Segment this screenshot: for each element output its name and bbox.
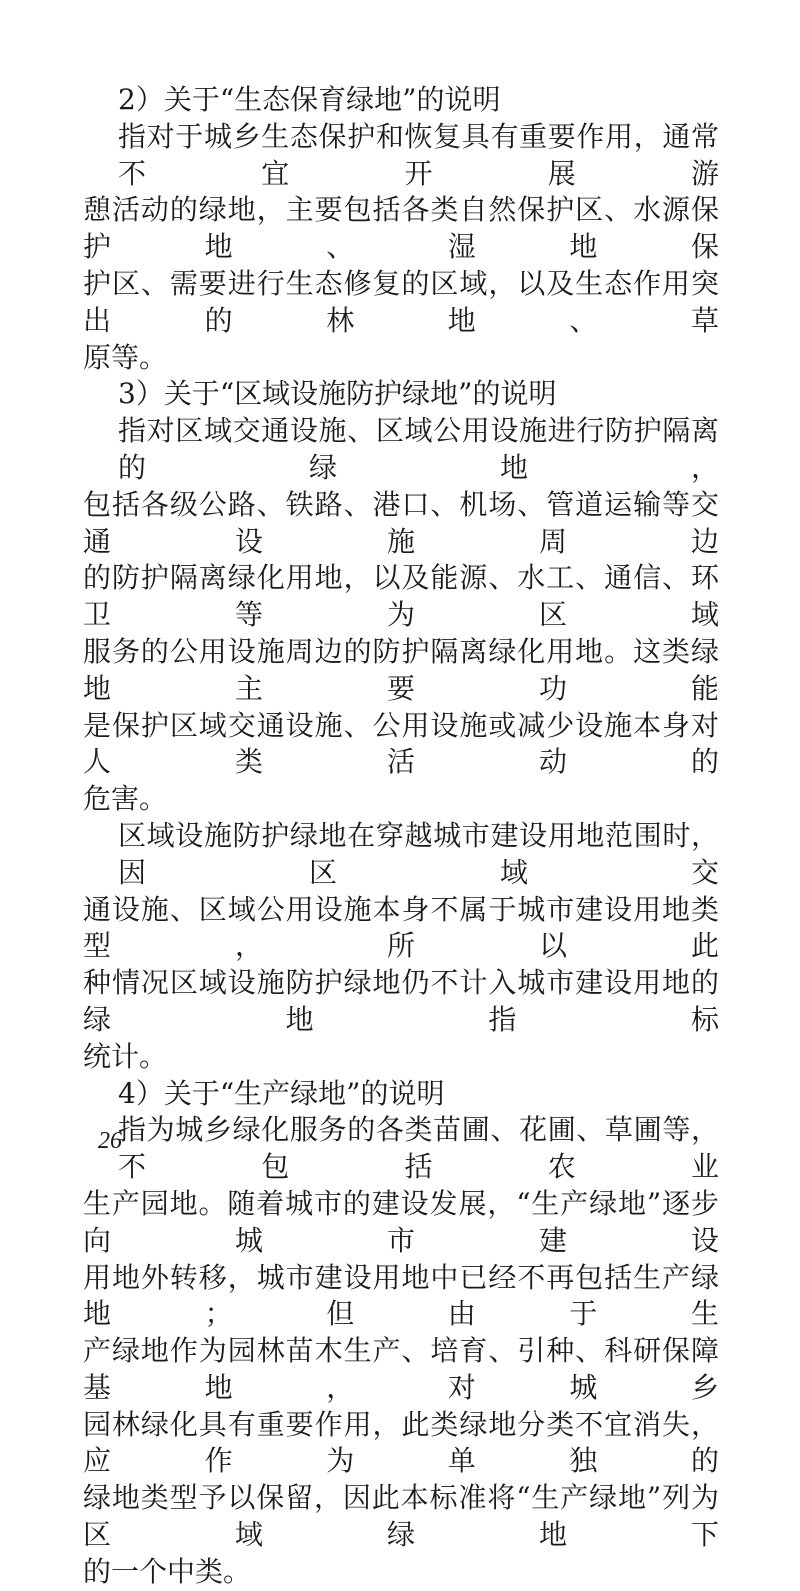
text-line: 统计。 (83, 1039, 168, 1073)
section-heading: 3）关于“区域设施防护绿地”的说明 (118, 377, 557, 411)
section (83, 376, 719, 1075)
text-line: 指对区域交通设施、区域公用设施进行防护隔离的绿地， (118, 414, 719, 484)
paragraph (83, 818, 719, 1076)
text-line: 绿地类型予以保留，因此本标准将“生产绿地”列为区域绿地下 (83, 1481, 719, 1552)
text-line: 用地外转移，城市建设用地中已经不再包括生产绿地；但由于生 (83, 1260, 719, 1331)
paragraph (83, 413, 719, 818)
text-line: 危害。 (83, 782, 168, 816)
document-body (83, 82, 719, 1591)
paragraph (83, 1112, 719, 1590)
text-line: 服务的公用设施周边的防护隔离绿化用地。这类绿地主要功能 (83, 634, 719, 705)
page-number: 26 (98, 1128, 122, 1154)
text-line: 生产园地。随着城市的建设发展，“生产绿地”逐步向城市建设 (83, 1186, 719, 1257)
text-line: 的防护隔离绿化用地，以及能源、水工、通信、环卫等为区域 (83, 561, 719, 632)
text-line: 园林绿化具有重要作用，此类绿地分类不宜消失，应作为单独的 (83, 1407, 719, 1478)
text-line: 指为城乡绿化服务的各类苗圃、花圃、草圃等，不包括农业 (118, 1113, 719, 1184)
text-line: 产绿地作为园林苗木生产、培育、引种、科研保障基地，对城乡 (83, 1334, 719, 1404)
section-heading: 2）关于“生态保育绿地”的说明 (118, 83, 501, 116)
text-line: 是保护区域交通设施、公用设施或减少设施本身对人类活动的 (83, 708, 719, 779)
section (83, 82, 719, 376)
section-heading: 4）关于“生产绿地”的说明 (118, 1076, 445, 1110)
text-line: 通设施、区域公用设施本身不属于城市建设用地类型，所以此 (83, 892, 719, 963)
text-line: 原等。 (83, 340, 168, 374)
text-line: 种情况区域设施防护绿地仍不计入城市建设用地的绿地指标 (83, 966, 719, 1036)
text-line: 区域设施防护绿地在穿越城市建设用地范围时，因区域交 (118, 818, 719, 889)
text-line: 包括各级公路、铁路、港口、机场、管道运输等交通设施周边 (83, 487, 719, 558)
text-line: 护区、需要进行生态修复的区域，以及生态作用突出的林地、草 (83, 266, 719, 337)
text-line: 指对于城乡生态保护和恢复具有重要作用，通常不宜开展游 (118, 119, 719, 190)
text-line: 憩活动的绿地，主要包括各类自然保护区、水源保护地、湿地保 (83, 193, 719, 264)
paragraph (83, 119, 719, 377)
section (83, 1076, 719, 1591)
text-line: 的一个中类。 (83, 1554, 252, 1588)
